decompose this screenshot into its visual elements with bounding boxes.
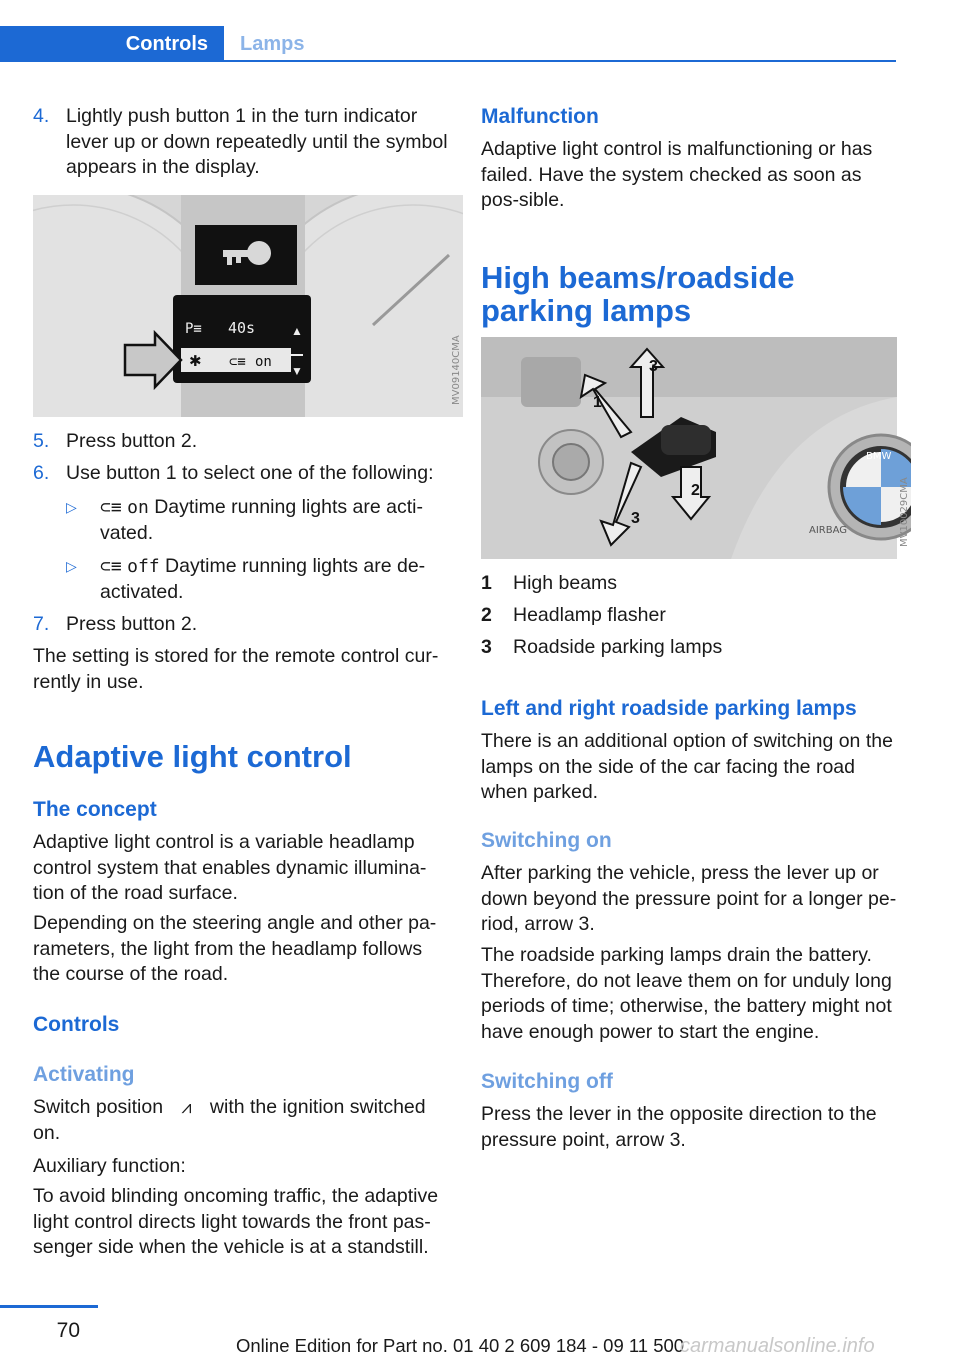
paragraph: To avoid blinding oncoming traffic, the adaptive light control directs light towards the front pas-senger side when the vehicle is at a standstill. — [33, 1185, 439, 1258]
daytime-lights-icon: ⊂≡ — [100, 556, 122, 577]
arrow-label: 3 — [649, 358, 658, 375]
bullet-text-cont: activated. — [100, 580, 184, 603]
header-subsection: Lamps — [240, 33, 305, 55]
minor-title: Switching off — [481, 1070, 613, 1093]
legend-number: 1 — [481, 572, 492, 594]
bullet-symbol-text: on — [127, 497, 149, 518]
bullet-text-cont: vated. — [100, 521, 154, 544]
triangle-bullet-icon: ▷ — [66, 558, 77, 574]
paragraph: Adaptive light control is malfunctioning or has failed. Have the system checked as soon as pos-sible. — [481, 138, 873, 211]
step-text: Press button 2. — [66, 430, 198, 452]
paragraph: After parking the vehicle, press the lever up or down beyond the pressure point for a longer pe-riod, arrow 3. — [481, 862, 897, 935]
header-section: Controls — [125, 33, 208, 55]
triangle-bullet-icon: ▷ — [66, 499, 77, 515]
paragraph: Press the lever in the opposite direction to the pressure point, arrow 3. — [481, 1103, 877, 1151]
brand-text: BMW — [866, 451, 892, 462]
step-number: 5. — [33, 430, 50, 452]
header-rule — [224, 60, 896, 62]
arrow-label: 1 — [593, 394, 602, 411]
arrow-label: 3 — [631, 510, 640, 527]
svg-text:✱: ✱ — [189, 352, 202, 370]
step-text: Press button 2. — [66, 613, 198, 635]
bullet-text: Daytime running lights are acti- — [154, 496, 424, 518]
page-number: 70 — [56, 1319, 80, 1342]
edition-text: Online Edition for Part no. 01 40 2 609 184 - 09 11 500 — [236, 1335, 685, 1356]
bullet-text: Daytime running lights are de- — [165, 555, 426, 577]
svg-text:P≡: P≡ — [185, 321, 202, 337]
instrument-display-figure — [33, 195, 463, 417]
display-time-text: 40s — [228, 319, 256, 337]
text-fragment: on. — [33, 1121, 61, 1144]
display-on-text: on — [255, 354, 272, 370]
subsection-title: The concept — [33, 798, 157, 821]
text-fragment: with the ignition switched — [209, 1096, 426, 1118]
legend-number: 3 — [481, 636, 492, 658]
subsection-title: Left and right roadside parking lamps — [481, 697, 857, 720]
step-text: Lightly push button 1 in the turn indicator lever up or down repeatedly until the symbol appears in the display. — [66, 105, 448, 178]
legend-label: Headlamp flasher — [513, 604, 666, 626]
legend-label: High beams — [513, 572, 618, 594]
daytime-lights-icon: ⊂≡ — [100, 497, 122, 518]
figure-code: MV10029CMA — [899, 477, 910, 547]
svg-text:▲: ▲ — [291, 324, 303, 338]
paragraph: The roadside parking lamps drain the battery. Therefore, do not leave them on for unduly long periods of time; otherwise, the battery might not have enough power to start the engine. — [481, 944, 892, 1043]
paragraph: The setting is stored for the remote control cur-rently in use. — [33, 645, 439, 693]
section-title: High beams/roadside parking lamps — [481, 260, 795, 328]
subsection-title: Controls — [33, 1013, 120, 1036]
svg-text:▼: ▼ — [291, 364, 303, 378]
paragraph: Auxiliary function: — [33, 1155, 186, 1177]
watermark: carmanualsonline.info — [680, 1335, 875, 1357]
airbag-text: AIRBAG — [809, 525, 848, 536]
figure-code: MV09140CMA — [451, 335, 462, 405]
paragraph: Adaptive light control is a variable headlamp control system that enables dynamic illumina-tion of the road surface. — [33, 831, 427, 904]
adaptive-light-switch-icon: ⩘ — [181, 1097, 192, 1117]
legend-number: 2 — [481, 604, 492, 626]
step-number: 7. — [33, 613, 50, 635]
arrow-label: 2 — [691, 482, 700, 499]
subsection-title: Malfunction — [481, 105, 599, 128]
step-text: Use button 1 to select one of the following: — [66, 462, 434, 484]
step-number: 4. — [33, 105, 50, 127]
minor-title: Switching on — [481, 829, 612, 852]
section-title: Adaptive light control — [33, 739, 352, 774]
step-number: 6. — [33, 462, 50, 484]
paragraph: Depending on the steering angle and other pa-rameters, the light from the headlamp follows the course of the road. — [33, 912, 437, 985]
footer-rule — [0, 1305, 98, 1308]
minor-title: Activating — [33, 1063, 135, 1086]
text-fragment: Switch position — [33, 1096, 164, 1118]
paragraph: There is an additional option of switching on the lamps on the side of the car facing the road when parked. — [481, 730, 893, 803]
svg-text:⊂≡: ⊂≡ — [229, 354, 246, 370]
turn-lever-figure — [481, 337, 911, 559]
paragraph — [33, 1095, 453, 1146]
legend-label: Roadside parking lamps — [513, 636, 723, 658]
bullet-symbol-text: off — [127, 556, 160, 577]
